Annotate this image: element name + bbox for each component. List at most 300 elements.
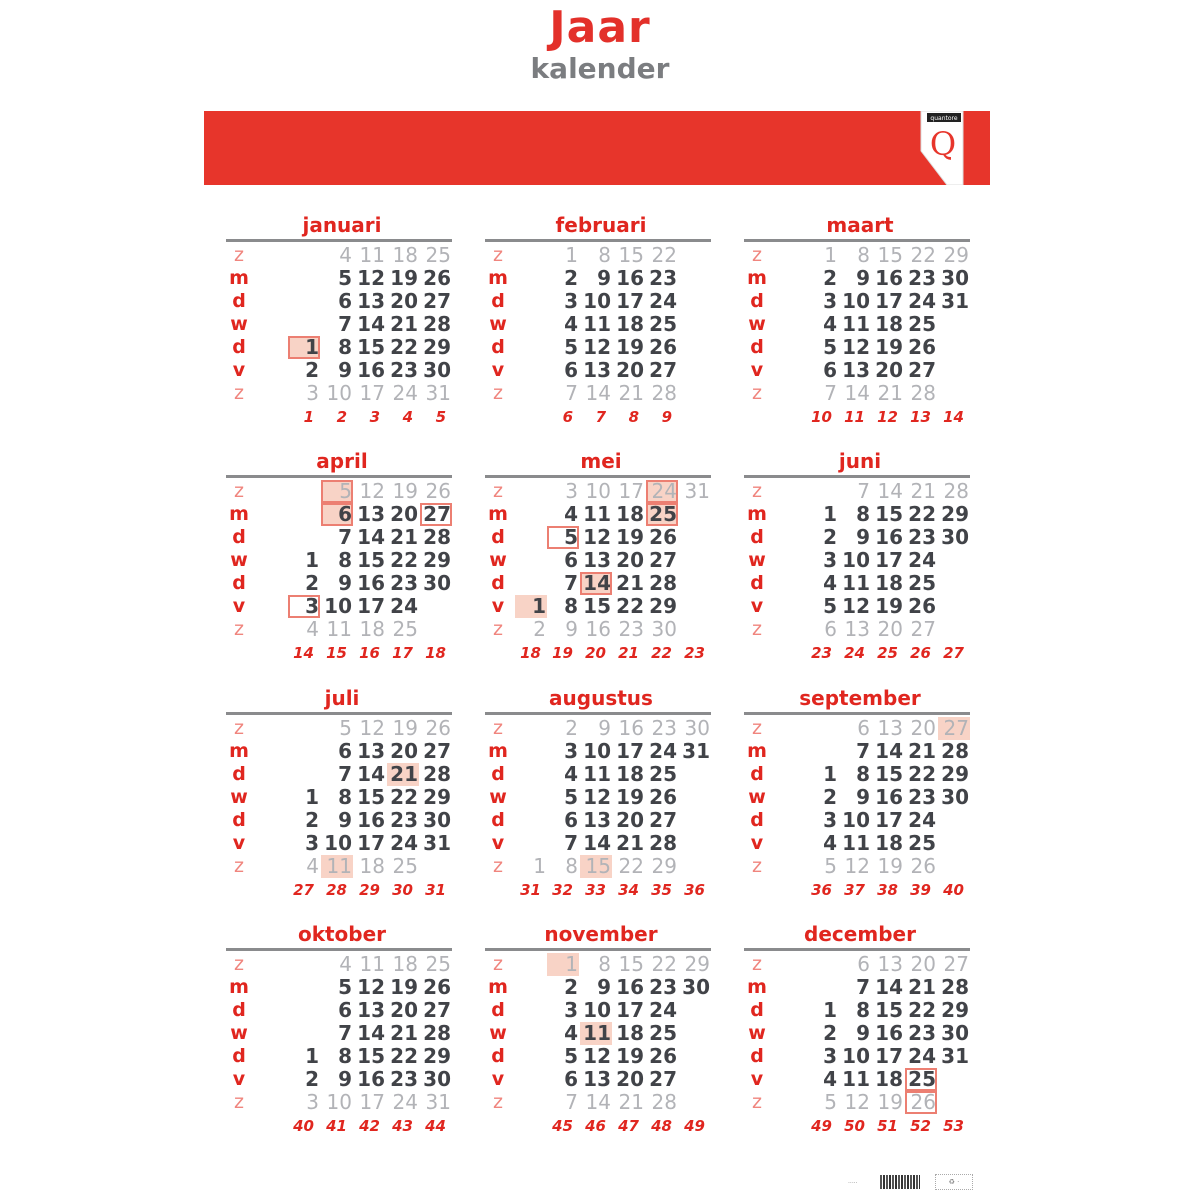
date-cell: 19 bbox=[616, 1044, 644, 1068]
day-label: v bbox=[491, 1068, 505, 1090]
date-cell: 2 bbox=[533, 617, 546, 641]
date-cell: 19 bbox=[877, 1090, 903, 1114]
month-augustus bbox=[485, 686, 717, 921]
week-number: 50 bbox=[844, 1117, 865, 1135]
day-label: z bbox=[493, 244, 503, 266]
day-label: d bbox=[491, 763, 505, 785]
date-cell: 13 bbox=[583, 1067, 611, 1091]
date-cell: 15 bbox=[357, 335, 385, 359]
barcode bbox=[880, 1175, 920, 1189]
date-cell: 5 bbox=[824, 854, 837, 878]
date-cell: 22 bbox=[651, 952, 677, 976]
week-number: 41 bbox=[326, 1117, 347, 1135]
week-number: 42 bbox=[359, 1117, 380, 1135]
date-cell: 22 bbox=[390, 335, 418, 359]
date-cell: 18 bbox=[875, 1067, 903, 1091]
date-cell: 1 bbox=[547, 953, 579, 976]
date-cell: 6 bbox=[857, 952, 870, 976]
date-cell: 26 bbox=[649, 525, 677, 549]
date-cell: 28 bbox=[941, 739, 969, 763]
date-cell: 10 bbox=[583, 739, 611, 763]
date-cell: 3 bbox=[823, 548, 837, 572]
date-cell: 2 bbox=[565, 716, 578, 740]
date-cell: 6 bbox=[564, 358, 578, 382]
day-label: d bbox=[232, 763, 246, 785]
day-label: w bbox=[748, 1022, 766, 1044]
date-cell: 23 bbox=[908, 1021, 936, 1045]
date-cell: 16 bbox=[357, 1067, 385, 1091]
week-number: 29 bbox=[359, 881, 380, 899]
date-cell: 4 bbox=[823, 571, 837, 595]
week-number: 26 bbox=[910, 644, 931, 662]
day-label: z bbox=[752, 618, 762, 640]
date-cell: 10 bbox=[324, 594, 352, 618]
month-name: juni bbox=[838, 449, 882, 473]
day-label: d bbox=[491, 999, 505, 1021]
date-cell: 14 bbox=[585, 1090, 611, 1114]
date-cell: 3 bbox=[564, 739, 578, 763]
date-cell: 7 bbox=[338, 525, 352, 549]
date-cell: 17 bbox=[357, 594, 385, 618]
date-cell: 11 bbox=[321, 855, 353, 878]
date-cell: 16 bbox=[357, 358, 385, 382]
date-cell: 21 bbox=[387, 763, 419, 786]
date-cell: 29 bbox=[943, 243, 969, 267]
date-cell: 2 bbox=[305, 808, 319, 832]
date-cell: 14 bbox=[844, 381, 870, 405]
date-cell: 12 bbox=[583, 1044, 611, 1068]
date-cell: 24 bbox=[908, 808, 936, 832]
date-cell: 21 bbox=[390, 312, 418, 336]
date-cell: 10 bbox=[585, 479, 611, 503]
date-cell: 17 bbox=[618, 479, 644, 503]
date-cell: 13 bbox=[583, 548, 611, 572]
date-cell: 30 bbox=[684, 716, 710, 740]
date-cell: 25 bbox=[905, 1068, 937, 1091]
date-cell: 6 bbox=[564, 548, 578, 572]
date-cell: 23 bbox=[390, 808, 418, 832]
date-cell: 1 bbox=[515, 595, 547, 618]
date-cell: 27 bbox=[649, 548, 677, 572]
date-cell: 15 bbox=[618, 952, 644, 976]
date-cell: 23 bbox=[390, 1067, 418, 1091]
day-label: z bbox=[234, 717, 244, 739]
date-cell: 20 bbox=[875, 358, 903, 382]
date-cell: 27 bbox=[423, 289, 451, 313]
month-juli bbox=[226, 686, 458, 921]
date-cell: 5 bbox=[564, 1044, 578, 1068]
week-number: 33 bbox=[585, 881, 606, 899]
week-number: 28 bbox=[326, 881, 347, 899]
week-number: 43 bbox=[392, 1117, 413, 1135]
day-label: d bbox=[232, 809, 246, 831]
date-cell: 17 bbox=[616, 739, 644, 763]
day-label: d bbox=[491, 809, 505, 831]
date-cell: 28 bbox=[423, 1021, 451, 1045]
date-cell: 7 bbox=[338, 312, 352, 336]
week-number: 22 bbox=[651, 644, 672, 662]
date-cell: 29 bbox=[684, 952, 710, 976]
date-cell: 16 bbox=[616, 975, 644, 999]
day-label: z bbox=[234, 618, 244, 640]
date-cell: 14 bbox=[357, 1021, 385, 1045]
date-cell: 2 bbox=[823, 1021, 837, 1045]
month-name: mei bbox=[580, 449, 622, 473]
date-cell: 10 bbox=[326, 381, 352, 405]
date-cell: 13 bbox=[357, 502, 385, 526]
day-label: w bbox=[489, 313, 507, 335]
day-label: w bbox=[489, 786, 507, 808]
date-cell: 29 bbox=[423, 1044, 451, 1068]
day-label: v bbox=[232, 359, 246, 381]
day-label: z bbox=[493, 618, 503, 640]
week-number: 27 bbox=[293, 881, 314, 899]
date-cell: 17 bbox=[875, 1044, 903, 1068]
date-cell: 20 bbox=[390, 739, 418, 763]
date-cell: 5 bbox=[547, 526, 579, 549]
week-number: 10 bbox=[811, 408, 832, 426]
date-cell: 5 bbox=[338, 266, 352, 290]
date-cell: 25 bbox=[908, 571, 936, 595]
date-cell: 1 bbox=[823, 998, 837, 1022]
week-number: 39 bbox=[910, 881, 931, 899]
date-cell: 30 bbox=[423, 808, 451, 832]
date-cell: 12 bbox=[842, 594, 870, 618]
date-cell: 20 bbox=[616, 808, 644, 832]
date-cell: 11 bbox=[359, 243, 385, 267]
day-label: z bbox=[752, 1091, 762, 1113]
date-cell: 22 bbox=[390, 1044, 418, 1068]
footer-small-text: ····· bbox=[848, 1180, 858, 1187]
date-cell: 1 bbox=[288, 336, 320, 359]
date-cell: 16 bbox=[875, 1021, 903, 1045]
day-label: m bbox=[488, 740, 508, 762]
date-cell: 11 bbox=[583, 502, 611, 526]
month-januari bbox=[226, 213, 458, 448]
date-cell: 26 bbox=[423, 975, 451, 999]
month-name: januari bbox=[302, 213, 382, 237]
date-cell: 23 bbox=[651, 716, 677, 740]
date-cell: 7 bbox=[564, 831, 578, 855]
date-cell: 27 bbox=[649, 808, 677, 832]
date-cell: 30 bbox=[941, 266, 969, 290]
day-label: z bbox=[234, 855, 244, 877]
date-cell: 16 bbox=[875, 525, 903, 549]
day-label: m bbox=[229, 503, 249, 525]
day-label: z bbox=[493, 717, 503, 739]
date-cell: 28 bbox=[423, 525, 451, 549]
date-cell: 2 bbox=[823, 525, 837, 549]
date-cell: 15 bbox=[583, 594, 611, 618]
date-cell: 6 bbox=[564, 808, 578, 832]
date-cell: 15 bbox=[875, 762, 903, 786]
date-cell: 13 bbox=[877, 716, 903, 740]
week-number: 7 bbox=[595, 408, 606, 426]
date-cell: 9 bbox=[856, 525, 870, 549]
date-cell: 29 bbox=[941, 762, 969, 786]
week-number: 18 bbox=[520, 644, 541, 662]
date-cell: 1 bbox=[305, 548, 319, 572]
week-number: 20 bbox=[585, 644, 606, 662]
week-number: 31 bbox=[425, 881, 446, 899]
date-cell: 20 bbox=[910, 716, 936, 740]
day-label: d bbox=[232, 336, 246, 358]
date-cell: 11 bbox=[580, 1022, 612, 1045]
date-cell: 4 bbox=[339, 952, 352, 976]
date-cell: 17 bbox=[616, 289, 644, 313]
date-cell: 20 bbox=[877, 617, 903, 641]
day-label: m bbox=[229, 267, 249, 289]
date-cell: 26 bbox=[908, 335, 936, 359]
date-cell: 17 bbox=[359, 1090, 385, 1114]
day-label: z bbox=[752, 855, 762, 877]
week-number: 48 bbox=[651, 1117, 672, 1135]
week-number: 40 bbox=[293, 1117, 314, 1135]
week-number: 32 bbox=[552, 881, 573, 899]
date-cell: 2 bbox=[305, 571, 319, 595]
day-label: z bbox=[752, 953, 762, 975]
date-cell: 6 bbox=[823, 358, 837, 382]
date-cell: 6 bbox=[857, 716, 870, 740]
date-cell: 6 bbox=[321, 503, 353, 526]
day-label: z bbox=[752, 717, 762, 739]
date-cell: 30 bbox=[423, 1067, 451, 1091]
date-cell: 24 bbox=[392, 1090, 418, 1114]
date-cell: 10 bbox=[583, 289, 611, 313]
day-label: v bbox=[750, 359, 764, 381]
week-number: 36 bbox=[811, 881, 832, 899]
week-number: 19 bbox=[552, 644, 573, 662]
date-cell: 9 bbox=[856, 785, 870, 809]
date-cell: 25 bbox=[649, 1021, 677, 1045]
week-number: 45 bbox=[552, 1117, 573, 1135]
day-label: z bbox=[493, 480, 503, 502]
date-cell: 13 bbox=[877, 952, 903, 976]
date-cell: 7 bbox=[856, 739, 870, 763]
day-label: m bbox=[229, 740, 249, 762]
week-number: 8 bbox=[628, 408, 639, 426]
day-label: w bbox=[230, 549, 248, 571]
date-cell: 23 bbox=[649, 266, 677, 290]
week-number: 1 bbox=[303, 408, 314, 426]
date-cell: 28 bbox=[943, 479, 969, 503]
day-label: z bbox=[234, 382, 244, 404]
date-cell: 24 bbox=[908, 548, 936, 572]
week-number: 14 bbox=[293, 644, 314, 662]
date-cell: 20 bbox=[616, 358, 644, 382]
date-cell: 7 bbox=[824, 381, 837, 405]
date-cell: 16 bbox=[357, 808, 385, 832]
day-label: w bbox=[230, 786, 248, 808]
date-cell: 26 bbox=[905, 1091, 937, 1114]
date-cell: 20 bbox=[910, 952, 936, 976]
date-cell: 23 bbox=[390, 358, 418, 382]
date-cell: 15 bbox=[357, 785, 385, 809]
date-cell: 13 bbox=[583, 358, 611, 382]
date-cell: 4 bbox=[564, 762, 578, 786]
date-cell: 18 bbox=[359, 617, 385, 641]
date-cell: 26 bbox=[425, 716, 451, 740]
day-label: z bbox=[234, 953, 244, 975]
week-number: 30 bbox=[392, 881, 413, 899]
date-cell: 16 bbox=[357, 571, 385, 595]
date-cell: 10 bbox=[842, 548, 870, 572]
date-cell: 1 bbox=[533, 854, 546, 878]
day-label: w bbox=[748, 549, 766, 571]
date-cell: 1 bbox=[823, 762, 837, 786]
date-cell: 1 bbox=[824, 243, 837, 267]
date-cell: 26 bbox=[423, 266, 451, 290]
date-cell: 21 bbox=[908, 739, 936, 763]
recycle-mark-icon: ♻ · bbox=[935, 1174, 973, 1190]
date-cell: 12 bbox=[583, 525, 611, 549]
week-number: 21 bbox=[618, 644, 639, 662]
date-cell: 31 bbox=[423, 831, 451, 855]
day-label: d bbox=[750, 572, 764, 594]
date-cell: 12 bbox=[359, 479, 385, 503]
week-number: 3 bbox=[369, 408, 380, 426]
date-cell: 7 bbox=[565, 1090, 578, 1114]
date-cell: 18 bbox=[616, 312, 644, 336]
date-cell: 28 bbox=[651, 1090, 677, 1114]
month-rule bbox=[226, 948, 452, 951]
week-number: 17 bbox=[392, 644, 413, 662]
date-cell: 14 bbox=[357, 312, 385, 336]
date-cell: 13 bbox=[357, 998, 385, 1022]
date-cell: 18 bbox=[875, 571, 903, 595]
day-label: w bbox=[230, 1022, 248, 1044]
date-cell: 18 bbox=[616, 762, 644, 786]
date-cell: 28 bbox=[941, 975, 969, 999]
day-label: v bbox=[232, 832, 246, 854]
date-cell: 17 bbox=[359, 381, 385, 405]
date-cell: 8 bbox=[857, 243, 870, 267]
week-number: 40 bbox=[943, 881, 964, 899]
month-juni bbox=[744, 449, 976, 684]
date-cell: 26 bbox=[910, 854, 936, 878]
week-number: 24 bbox=[844, 644, 865, 662]
logo-label: quantore bbox=[930, 115, 958, 122]
date-cell: 26 bbox=[908, 594, 936, 618]
date-cell: 9 bbox=[598, 716, 611, 740]
date-cell: 11 bbox=[842, 312, 870, 336]
month-name: april bbox=[316, 449, 368, 473]
date-cell: 28 bbox=[423, 312, 451, 336]
date-cell: 7 bbox=[856, 975, 870, 999]
date-cell: 4 bbox=[823, 312, 837, 336]
date-cell: 22 bbox=[908, 762, 936, 786]
date-cell: 24 bbox=[649, 998, 677, 1022]
date-cell: 27 bbox=[423, 739, 451, 763]
date-cell: 26 bbox=[649, 785, 677, 809]
date-cell: 16 bbox=[875, 785, 903, 809]
date-cell: 7 bbox=[565, 381, 578, 405]
day-label: v bbox=[491, 832, 505, 854]
date-cell: 30 bbox=[651, 617, 677, 641]
week-number: 49 bbox=[684, 1117, 705, 1135]
date-cell: 15 bbox=[618, 243, 644, 267]
date-cell: 22 bbox=[616, 594, 644, 618]
date-cell: 20 bbox=[390, 998, 418, 1022]
date-cell: 9 bbox=[338, 1067, 352, 1091]
date-cell: 8 bbox=[598, 952, 611, 976]
day-label: v bbox=[750, 595, 764, 617]
date-cell: 13 bbox=[844, 617, 870, 641]
date-cell: 24 bbox=[649, 289, 677, 313]
date-cell: 8 bbox=[338, 548, 352, 572]
week-number: 23 bbox=[811, 644, 832, 662]
week-number: 11 bbox=[844, 408, 865, 426]
month-december bbox=[744, 922, 976, 1157]
date-cell: 21 bbox=[616, 831, 644, 855]
date-cell: 22 bbox=[908, 998, 936, 1022]
date-cell: 17 bbox=[875, 548, 903, 572]
day-label: z bbox=[752, 244, 762, 266]
date-cell: 4 bbox=[564, 502, 578, 526]
date-cell: 30 bbox=[941, 1021, 969, 1045]
date-cell: 29 bbox=[649, 594, 677, 618]
date-cell: 16 bbox=[618, 716, 644, 740]
date-cell: 18 bbox=[359, 854, 385, 878]
date-cell: 12 bbox=[842, 335, 870, 359]
date-cell: 31 bbox=[941, 289, 969, 313]
date-cell: 10 bbox=[326, 1090, 352, 1114]
date-cell: 12 bbox=[357, 266, 385, 290]
date-cell: 17 bbox=[357, 831, 385, 855]
date-cell: 8 bbox=[338, 785, 352, 809]
date-cell: 11 bbox=[359, 952, 385, 976]
day-label: d bbox=[491, 336, 505, 358]
week-number: 38 bbox=[877, 881, 898, 899]
day-label: v bbox=[491, 359, 505, 381]
date-cell: 23 bbox=[649, 975, 677, 999]
date-cell: 14 bbox=[357, 525, 385, 549]
day-label: d bbox=[750, 526, 764, 548]
date-cell: 23 bbox=[908, 266, 936, 290]
day-label: m bbox=[488, 503, 508, 525]
week-number: 6 bbox=[562, 408, 573, 426]
day-label: m bbox=[747, 503, 767, 525]
day-label: m bbox=[747, 740, 767, 762]
date-cell: 4 bbox=[564, 1021, 578, 1045]
day-label: m bbox=[747, 267, 767, 289]
date-cell: 10 bbox=[583, 998, 611, 1022]
date-cell: 12 bbox=[357, 975, 385, 999]
date-cell: 18 bbox=[875, 312, 903, 336]
month-rule bbox=[226, 712, 452, 715]
date-cell: 19 bbox=[877, 854, 903, 878]
date-cell: 13 bbox=[842, 358, 870, 382]
date-cell: 14 bbox=[357, 762, 385, 786]
date-cell: 23 bbox=[908, 785, 936, 809]
date-cell: 1 bbox=[565, 243, 578, 267]
title-jaar: Jaar bbox=[549, 2, 651, 53]
date-cell: 8 bbox=[564, 594, 578, 618]
date-cell: 19 bbox=[390, 975, 418, 999]
header-band bbox=[204, 111, 990, 185]
day-label: d bbox=[491, 1045, 505, 1067]
date-cell: 7 bbox=[857, 479, 870, 503]
date-cell: 4 bbox=[306, 854, 319, 878]
date-cell: 4 bbox=[823, 1067, 837, 1091]
day-label: d bbox=[232, 572, 246, 594]
date-cell: 4 bbox=[306, 617, 319, 641]
date-cell: 12 bbox=[844, 854, 870, 878]
week-number: 9 bbox=[661, 408, 672, 426]
date-cell: 19 bbox=[616, 785, 644, 809]
date-cell: 29 bbox=[941, 502, 969, 526]
date-cell: 11 bbox=[842, 571, 870, 595]
